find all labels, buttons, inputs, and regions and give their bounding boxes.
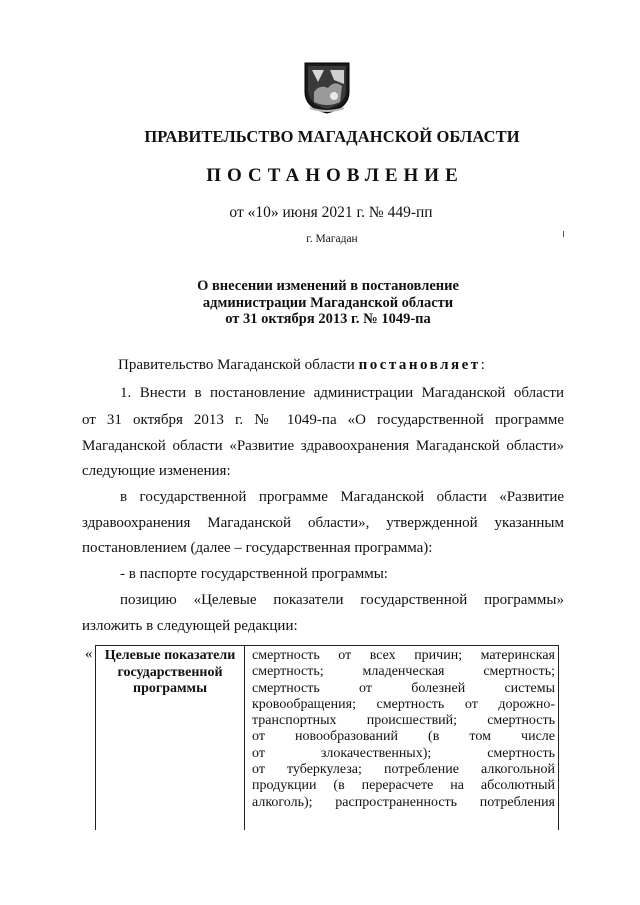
para3: - в паспорте государственной программы: xyxy=(120,566,388,582)
magadan-coat-of-arms-icon xyxy=(304,62,350,114)
para2-line: постановлением (далее – государственная программа): xyxy=(82,540,433,556)
para2-line: здравоохранения Магаданской области», утвержденной указанным xyxy=(82,515,564,531)
para4-line: изложить в следующей редакции: xyxy=(82,618,298,634)
para2-line: в государственной программе Магаданской области «Развитие xyxy=(120,489,564,505)
content-line: транспортных происшествий; смертность xyxy=(252,713,555,729)
subject-line: от 31 октября 2013 г. № 1049-па xyxy=(225,311,431,327)
content-line: смертность; младенческая смертность; xyxy=(252,664,555,680)
content-line: от новообразований (в том числе xyxy=(252,729,555,745)
item1-line: от 31 октября 2013 г. № 1049-па «О государственной программе xyxy=(82,412,564,428)
content-line: алкоголь); распространенность потребления xyxy=(252,794,555,810)
preamble-text: Правительство Магаданской области xyxy=(118,357,359,373)
document-type: ПОСТАНОВЛЕНИЕ xyxy=(206,165,464,186)
content-line: от злокачественных); смертность xyxy=(252,745,555,761)
header-line: Целевые показатели xyxy=(104,648,236,663)
document-city: г. Магадан xyxy=(306,233,358,245)
preamble-end: : xyxy=(480,357,485,373)
item1-line: следующие изменения: xyxy=(82,463,231,479)
open-quote: « xyxy=(85,646,93,662)
document-subject xyxy=(0,278,640,328)
header-line: государственной xyxy=(117,664,223,680)
content-line: смертность от болезней системы xyxy=(252,680,555,696)
content-line: продукции (в перерасчете на абсолютный xyxy=(252,778,555,794)
scan-mark xyxy=(563,231,564,237)
content-line: кровообращения; смертность от дорожно- xyxy=(252,696,555,712)
item1-line: Магаданской области «Развитие здравоохранения Магаданской области» xyxy=(82,438,564,454)
para4-line: позицию «Целевые показатели государственной программы» xyxy=(120,592,564,608)
item1-line: 1. Внести в постановление администрации Магаданской области xyxy=(120,385,564,401)
indicators-table xyxy=(95,645,559,830)
subject-line: администрации Магаданской области xyxy=(202,294,454,311)
content-line: смертность от всех причин; материнская xyxy=(252,648,555,663)
table-header-cell xyxy=(96,646,245,830)
header-line: программы xyxy=(133,681,207,696)
table-content-cell xyxy=(245,646,558,830)
subject-line: О внесении изменений в постановление xyxy=(197,278,459,294)
content-line: от туберкулеза; потребление алкогольной xyxy=(252,762,555,778)
preamble-verb: постановляет xyxy=(358,357,481,373)
government-title: ПРАВИТЕЛЬСТВО МАГАДАНСКОЙ ОБЛАСТИ xyxy=(144,127,520,146)
preamble xyxy=(82,357,564,374)
document-date-number: от «10» июня 2021 г. № 449-пп xyxy=(229,204,433,221)
